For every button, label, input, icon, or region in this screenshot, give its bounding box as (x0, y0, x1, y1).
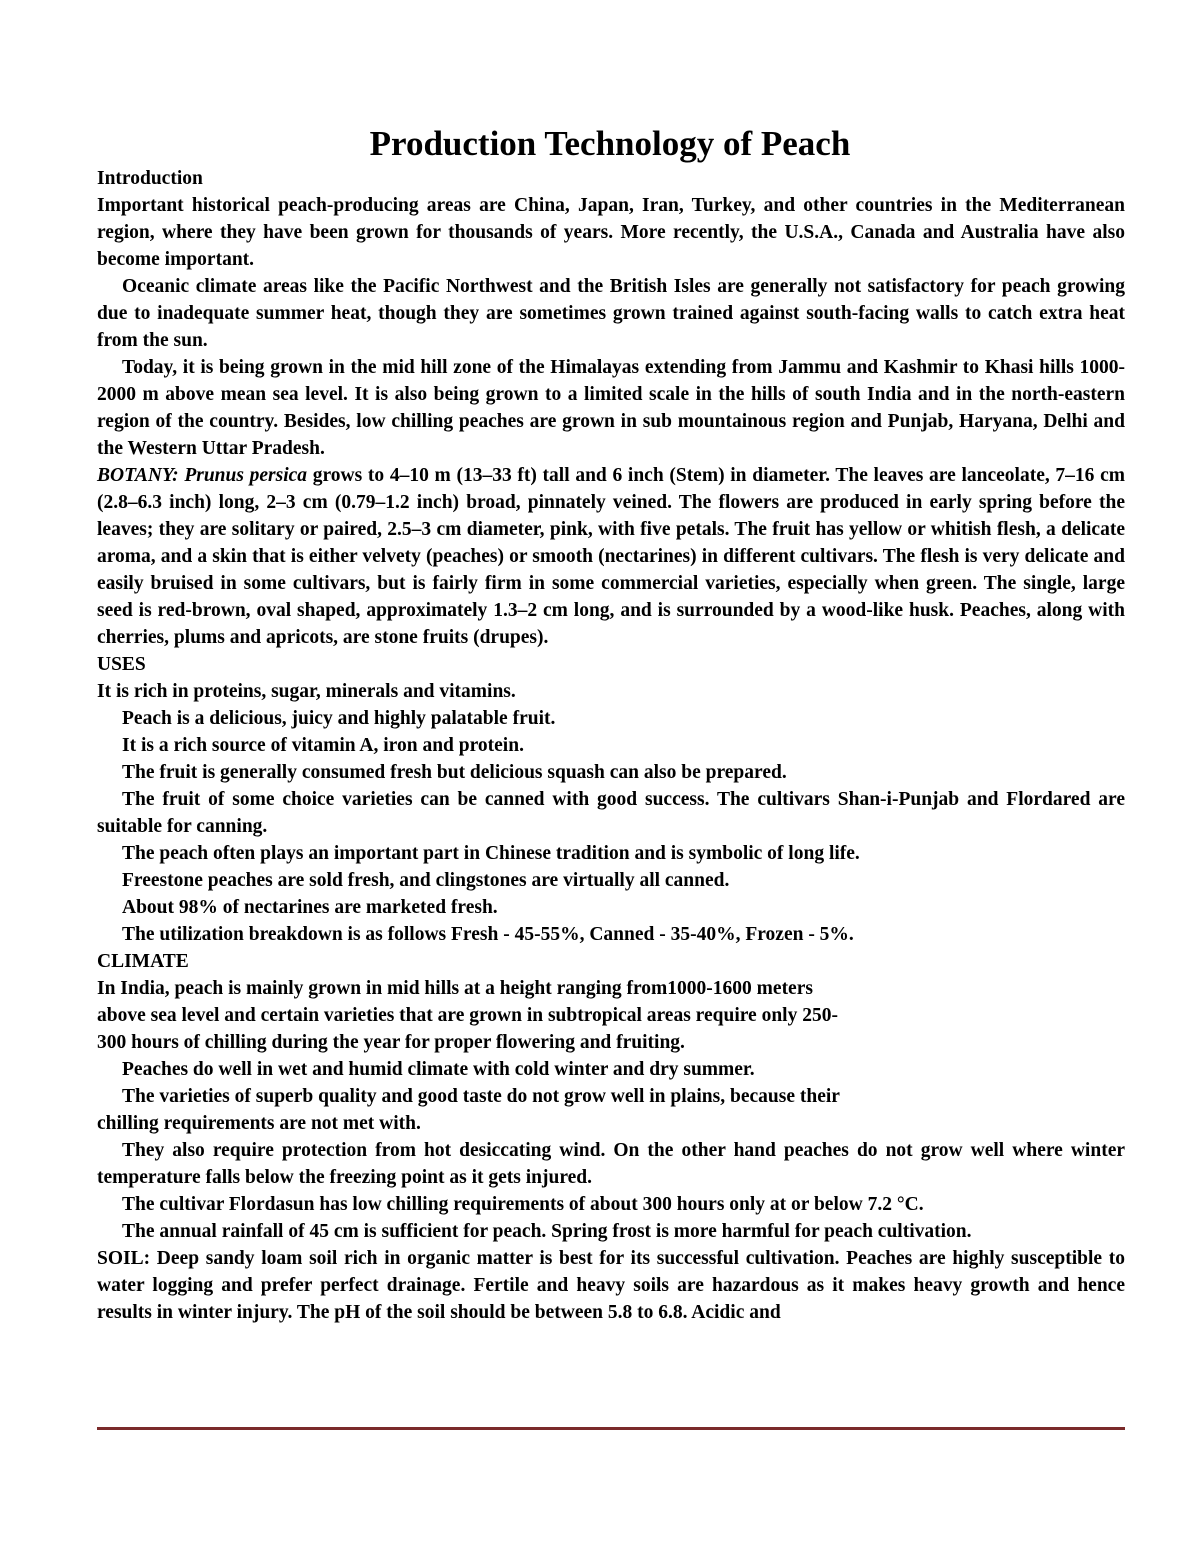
climate-line: In India, peach is mainly grown in mid hills at a height ranging from1000-1600 meters above sea level and certain varieties that are grown in subtropical areas require only 250-300 hours of chilling during the year for proper flowering and fruiting. (97, 978, 838, 1053)
climate-line: The annual rainfall of 45 cm is sufficient for peach. Spring frost is more harmful for peach cultivation. (122, 1221, 972, 1242)
uses-line: About 98% of nectarines are marketed fresh. (122, 897, 498, 918)
document-body (97, 165, 1125, 1326)
introduction-heading: Introduction (97, 168, 203, 189)
soil-text: Deep sandy loam soil rich in organic matter is best for its successful cultivation. Peaches are highly susceptible to water logging and prefer perfect drainage. Fertile and heavy soils are hazardous as it makes heavy growth and hence results in winter injury. The pH of the soil should be between 5.8 to 6.8. Acidic and (97, 1248, 1125, 1323)
uses-heading: USES (97, 654, 146, 675)
uses-line: Freestone peaches are sold fresh, and clingstones are virtually all canned. (122, 870, 730, 891)
uses-line: It is a rich source of vitamin A, iron and protein. (122, 735, 524, 756)
uses-line: The peach often plays an important part in Chinese tradition and is symbolic of long life. (122, 843, 860, 864)
footer-rule (97, 1427, 1125, 1430)
botany-label: BOTANY: Prunus persica (97, 465, 308, 486)
climate-line: The varieties of superb quality and good taste do not grow well in plains, because their chilling requirements are not met with. (97, 1086, 840, 1134)
intro-paragraph-3: Today, it is being grown in the mid hill zone of the Himalayas extending from Jammu and Kashmir to Khasi hills 1000-2000 m above mean sea level. It is also being grown to a limited scale in the hills of south India and in the north-eastern region of the country. Besides, low chilling peaches are grown in sub mountainous region and Punjab, Haryana, Delhi and the Western Uttar Pradesh. (97, 357, 1125, 459)
soil-paragraph (97, 1245, 1125, 1326)
uses-line: It is rich in proteins, sugar, minerals and vitamins. (97, 681, 516, 702)
botany-text: grows to 4–10 m (13–33 ft) tall and 6 inch (Stem) in diameter. The leaves are lanceolate, 7–16 cm (2.8–6.3 inch) long, 2–3 cm (0.79–1.2 inch) broad, pinnately veined. The flowers are produced in early spring before the leaves; they are solitary or paired, 2.5–3 cm diameter, pink, with five petals. The fruit has yellow or whitish flesh, a delicate aroma, and a skin that is either velvety (peaches) or smooth (nectarines) in different cultivars. The flesh is very delicate and easily bruised in some cultivars, but is fairly firm in some commercial varieties, especially when green. The single, large seed is red-brown, oval shaped, approximately 1.3–2 cm long, and is surrounded by a wood-like husk. Peaches, along with cherries, plums and apricots, are stone fruits (drupes). (97, 465, 1125, 648)
climate-line: The cultivar Flordasun has low chilling requirements of about 300 hours only at or below 7.2 °C. (122, 1194, 924, 1215)
uses-line: The utilization breakdown is as follows Fresh - 45-55%, Canned - 35-40%, Frozen - 5%. (122, 924, 854, 945)
climate-heading: CLIMATE (97, 951, 189, 972)
uses-line: The fruit of some choice varieties can be canned with good success. The cultivars Shan-i-Punjab and Flordared are suitable for canning. (97, 789, 1125, 837)
climate-line: They also require protection from hot desiccating wind. On the other hand peaches do not grow well where winter temperature falls below the freezing point as it gets injured. (97, 1140, 1125, 1188)
document-title: Production Technology of Peach (369, 124, 851, 163)
uses-line: The fruit is generally consumed fresh but delicious squash can also be prepared. (122, 762, 787, 783)
uses-line: Peach is a delicious, juicy and highly palatable fruit. (122, 708, 556, 729)
intro-paragraph-2: Oceanic climate areas like the Pacific Northwest and the British Isles are generally not satisfactory for peach growing due to inadequate summer heat, though they are sometimes grown trained against south-facing walls to catch extra heat from the sun. (97, 276, 1125, 351)
intro-paragraph-1: Important historical peach-producing areas are China, Japan, Iran, Turkey, and other countries in the Mediterranean region, where they have been grown for thousands of years. More recently, the U.S.A., Canada and Australia have also become important. (97, 195, 1125, 270)
botany-paragraph (97, 462, 1125, 651)
soil-label: SOIL: (97, 1248, 151, 1269)
climate-line: Peaches do well in wet and humid climate with cold winter and dry summer. (122, 1059, 755, 1080)
